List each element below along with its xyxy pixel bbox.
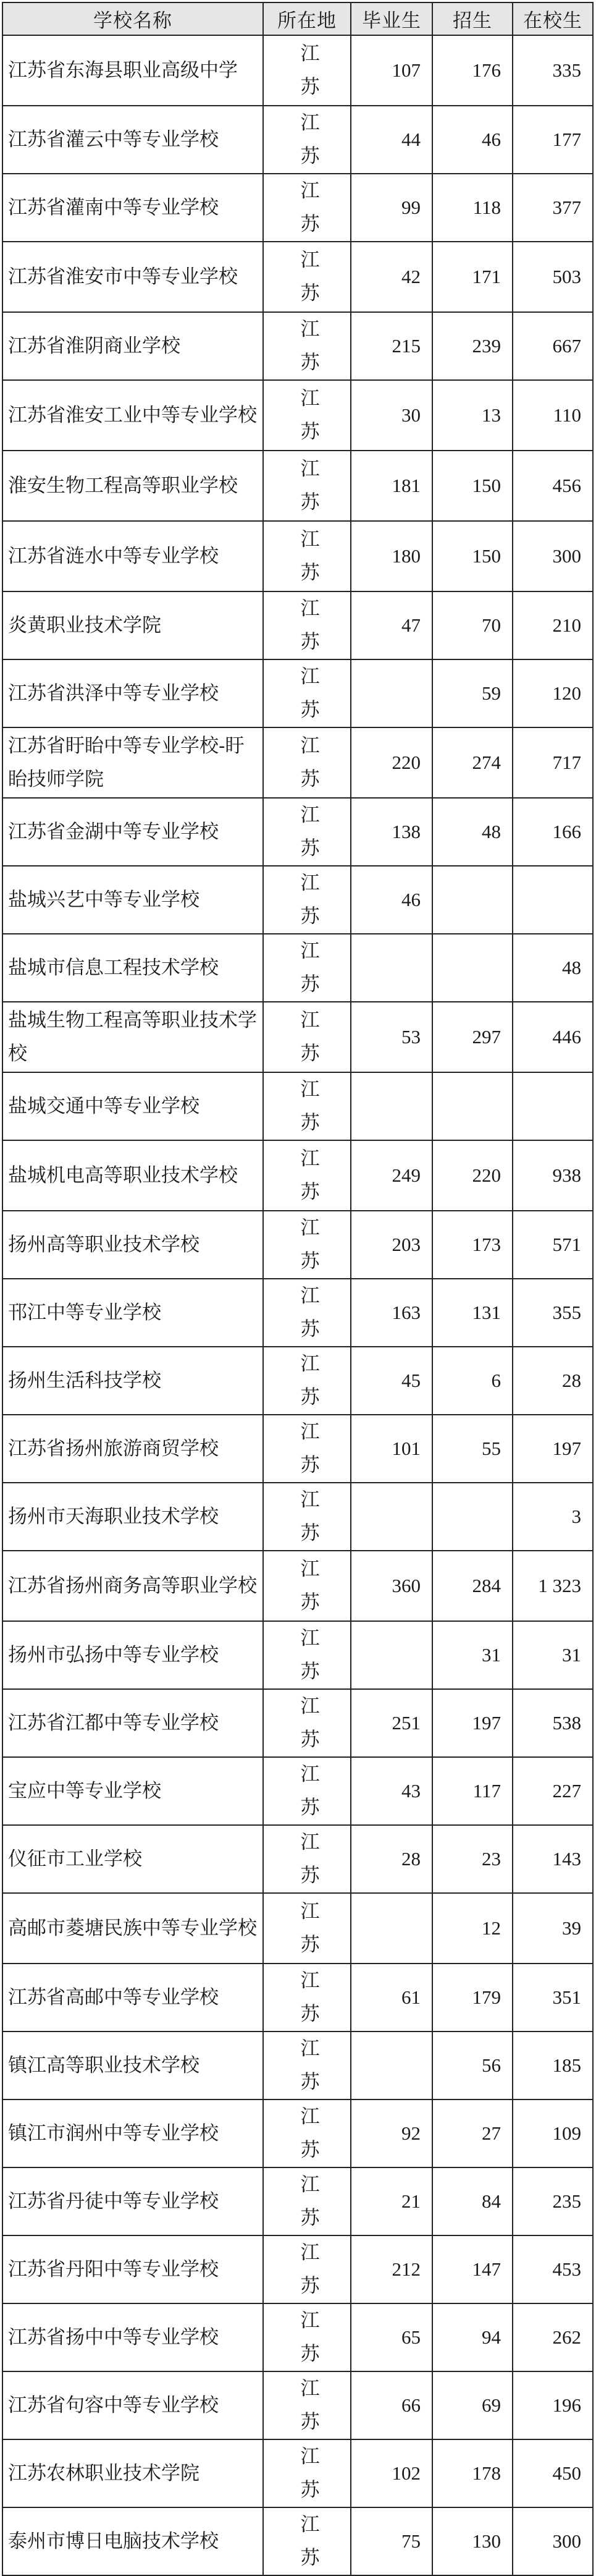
graduates-cell: 65 (351, 2303, 432, 2371)
table-row (2, 1347, 593, 1415)
location-cell: 江苏 (263, 798, 351, 866)
enrollment-cell: 147 (432, 2235, 513, 2303)
table-row (2, 1689, 593, 1757)
graduates-cell: 44 (351, 106, 432, 174)
current-students-cell: 177 (513, 106, 593, 174)
table-row (2, 174, 593, 242)
school-name-cell: 江苏省扬州商务高等职业学校 (2, 1551, 263, 1621)
graduates-cell: 66 (351, 2371, 432, 2439)
current-students-cell: 667 (513, 312, 593, 380)
current-students-cell: 185 (513, 2032, 593, 2099)
enrollment-cell: 46 (432, 106, 513, 174)
location-cell: 江苏 (263, 591, 351, 659)
enrollment-cell: 31 (432, 1621, 513, 1689)
school-name-cell: 江苏省金湖中等专业学校 (2, 798, 263, 866)
location-cell: 江苏 (263, 1551, 351, 1621)
location-cell: 江苏 (263, 2507, 351, 2575)
current-students-cell: 48 (513, 934, 593, 1002)
table-row (2, 451, 593, 521)
enrollment-cell: 178 (432, 2439, 513, 2507)
location-cell: 江苏 (263, 2371, 351, 2439)
current-students-cell: 1 323 (513, 1551, 593, 1621)
enrollment-cell: 179 (432, 1964, 513, 2032)
current-students-cell: 538 (513, 1689, 593, 1757)
table-row (2, 1483, 593, 1551)
current-students-cell: 235 (513, 2167, 593, 2235)
school-name-cell: 江苏省丹徒中等专业学校 (2, 2167, 263, 2235)
graduates-cell: 75 (351, 2507, 432, 2575)
enrollment-cell: 173 (432, 1211, 513, 1279)
current-students-cell: 503 (513, 242, 593, 312)
location-cell: 江苏 (263, 1964, 351, 2032)
enrollment-cell: 55 (432, 1415, 513, 1483)
enrollment-cell: 117 (432, 1757, 513, 1825)
school-table (2, 2, 594, 2576)
school-name-cell: 高邮市菱塘民族中等专业学校 (2, 1893, 263, 1964)
table-row (2, 1279, 593, 1347)
graduates-cell (351, 2032, 432, 2099)
header-enrollment: 招生 (432, 2, 513, 35)
location-cell: 江苏 (263, 2235, 351, 2303)
location-cell: 江苏 (263, 380, 351, 451)
enrollment-cell (432, 1072, 513, 1140)
current-students-cell: 453 (513, 2235, 593, 2303)
location-cell: 江苏 (263, 934, 351, 1002)
enrollment-cell (432, 1483, 513, 1551)
graduates-cell: 220 (351, 727, 432, 798)
graduates-cell: 249 (351, 1140, 432, 1211)
enrollment-cell: 59 (432, 659, 513, 727)
enrollment-cell: 48 (432, 798, 513, 866)
graduates-cell: 212 (351, 2235, 432, 2303)
enrollment-cell: 84 (432, 2167, 513, 2235)
enrollment-cell: 220 (432, 1140, 513, 1211)
graduates-cell: 360 (351, 1551, 432, 1621)
location-cell: 江苏 (263, 2439, 351, 2507)
enrollment-cell: 176 (432, 35, 513, 106)
enrollment-cell: 56 (432, 2032, 513, 2099)
school-name-cell: 盐城兴艺中等专业学校 (2, 866, 263, 934)
graduates-cell: 101 (351, 1415, 432, 1483)
graduates-cell: 30 (351, 380, 432, 451)
school-name-cell: 江苏省丹阳中等专业学校 (2, 2235, 263, 2303)
location-cell: 江苏 (263, 174, 351, 242)
current-students-cell: 28 (513, 1347, 593, 1415)
current-students-cell: 227 (513, 1757, 593, 1825)
current-students-cell: 31 (513, 1621, 593, 1689)
location-cell: 江苏 (263, 727, 351, 798)
enrollment-cell: 284 (432, 1551, 513, 1621)
enrollment-cell: 171 (432, 242, 513, 312)
enrollment-cell: 131 (432, 1279, 513, 1347)
table-row (2, 1825, 593, 1893)
school-name-cell: 江苏省东海县职业高级中学 (2, 35, 263, 106)
table-row (2, 242, 593, 312)
location-cell: 江苏 (263, 659, 351, 727)
table-row (2, 1551, 593, 1621)
current-students-cell: 210 (513, 591, 593, 659)
table-row (2, 2235, 593, 2303)
current-students-cell: 143 (513, 1825, 593, 1893)
header-current-students: 在校生 (513, 2, 593, 35)
current-students-cell: 110 (513, 380, 593, 451)
current-students-cell: 120 (513, 659, 593, 727)
graduates-cell: 28 (351, 1825, 432, 1893)
current-students-cell: 262 (513, 2303, 593, 2371)
table-row (2, 2371, 593, 2439)
table-row (2, 1002, 593, 1072)
current-students-cell: 197 (513, 1415, 593, 1483)
enrollment-cell: 150 (432, 451, 513, 521)
location-cell: 江苏 (263, 312, 351, 380)
graduates-cell: 180 (351, 521, 432, 591)
school-name-cell: 扬州市天海职业技术学校 (2, 1483, 263, 1551)
school-name-cell: 江苏省高邮中等专业学校 (2, 1964, 263, 2032)
location-cell: 江苏 (263, 35, 351, 106)
current-students-cell: 39 (513, 1893, 593, 1964)
school-name-cell: 江苏省盱眙中等专业学校-盱眙技师学院 (2, 727, 263, 798)
graduates-cell: 181 (351, 451, 432, 521)
table-row (2, 1140, 593, 1211)
current-students-cell: 3 (513, 1483, 593, 1551)
current-students-cell (513, 1072, 593, 1140)
location-cell: 江苏 (263, 2099, 351, 2167)
school-name-cell: 盐城生物工程高等职业技术学校 (2, 1002, 263, 1072)
location-cell: 江苏 (263, 1825, 351, 1893)
graduates-cell: 61 (351, 1964, 432, 2032)
location-cell: 江苏 (263, 451, 351, 521)
table-row (2, 1072, 593, 1140)
graduates-cell: 203 (351, 1211, 432, 1279)
current-students-cell: 335 (513, 35, 593, 106)
table-row (2, 2439, 593, 2507)
location-cell: 江苏 (263, 2167, 351, 2235)
graduates-cell: 53 (351, 1002, 432, 1072)
table-row (2, 591, 593, 659)
school-name-cell: 盐城交通中等专业学校 (2, 1072, 263, 1140)
graduates-cell (351, 1621, 432, 1689)
location-cell: 江苏 (263, 521, 351, 591)
current-students-cell: 938 (513, 1140, 593, 1211)
location-cell: 江苏 (263, 866, 351, 934)
enrollment-cell: 130 (432, 2507, 513, 2575)
graduates-cell: 92 (351, 2099, 432, 2167)
school-name-cell: 镇江市润州中等专业学校 (2, 2099, 263, 2167)
current-students-cell: 456 (513, 451, 593, 521)
table-row (2, 106, 593, 174)
table-row (2, 1415, 593, 1483)
header-row (2, 2, 593, 35)
school-name-cell: 江苏农林职业技术学院 (2, 2439, 263, 2507)
location-cell: 江苏 (263, 1279, 351, 1347)
school-name-cell: 江苏省淮阴商业学校 (2, 312, 263, 380)
enrollment-cell: 297 (432, 1002, 513, 1072)
graduates-cell: 251 (351, 1689, 432, 1757)
table-row (2, 659, 593, 727)
table-row (2, 2167, 593, 2235)
graduates-cell: 99 (351, 174, 432, 242)
table-row (2, 2507, 593, 2575)
graduates-cell: 43 (351, 1757, 432, 1825)
graduates-cell (351, 1072, 432, 1140)
school-name-cell: 江苏省涟水中等专业学校 (2, 521, 263, 591)
graduates-cell: 47 (351, 591, 432, 659)
table-row (2, 727, 593, 798)
current-students-cell: 109 (513, 2099, 593, 2167)
school-name-cell: 淮安生物工程高等职业学校 (2, 451, 263, 521)
enrollment-cell: 118 (432, 174, 513, 242)
current-students-cell: 300 (513, 2507, 593, 2575)
location-cell: 江苏 (263, 1072, 351, 1140)
enrollment-cell: 13 (432, 380, 513, 451)
school-name-cell: 泰州市博日电脑技术学校 (2, 2507, 263, 2575)
table-row (2, 1211, 593, 1279)
school-name-cell: 盐城机电高等职业技术学校 (2, 1140, 263, 1211)
school-name-cell: 江苏省扬中中等专业学校 (2, 2303, 263, 2371)
current-students-cell: 450 (513, 2439, 593, 2507)
graduates-cell: 163 (351, 1279, 432, 1347)
location-cell: 江苏 (263, 2032, 351, 2099)
table-row (2, 312, 593, 380)
table-row (2, 934, 593, 1002)
table-row (2, 35, 593, 106)
enrollment-cell: 6 (432, 1347, 513, 1415)
school-name-cell: 宝应中等专业学校 (2, 1757, 263, 1825)
enrollment-cell: 150 (432, 521, 513, 591)
graduates-cell (351, 1893, 432, 1964)
location-cell: 江苏 (263, 242, 351, 312)
school-name-cell: 扬州高等职业技术学校 (2, 1211, 263, 1279)
current-students-cell: 300 (513, 521, 593, 591)
enrollment-cell: 94 (432, 2303, 513, 2371)
current-students-cell: 717 (513, 727, 593, 798)
graduates-cell (351, 934, 432, 1002)
table-header (2, 2, 593, 35)
table-row (2, 1893, 593, 1964)
location-cell: 江苏 (263, 1621, 351, 1689)
graduates-cell (351, 659, 432, 727)
current-students-cell: 446 (513, 1002, 593, 1072)
school-name-cell: 江苏省句容中等专业学校 (2, 2371, 263, 2439)
enrollment-cell: 27 (432, 2099, 513, 2167)
header-location: 所在地 (263, 2, 351, 35)
school-name-cell: 炎黄职业技术学院 (2, 591, 263, 659)
current-students-cell: 166 (513, 798, 593, 866)
school-name-cell: 江苏省江都中等专业学校 (2, 1689, 263, 1757)
enrollment-cell: 69 (432, 2371, 513, 2439)
header-graduates: 毕业生 (351, 2, 432, 35)
enrollment-cell: 197 (432, 1689, 513, 1757)
location-cell: 江苏 (263, 1347, 351, 1415)
current-students-cell (513, 866, 593, 934)
graduates-cell (351, 1483, 432, 1551)
graduates-cell: 46 (351, 866, 432, 934)
school-name-cell: 仪征市工业学校 (2, 1825, 263, 1893)
school-name-cell: 扬州生活科技学校 (2, 1347, 263, 1415)
graduates-cell: 21 (351, 2167, 432, 2235)
table-row (2, 521, 593, 591)
graduates-cell: 215 (351, 312, 432, 380)
enrollment-cell: 70 (432, 591, 513, 659)
school-name-cell: 江苏省扬州旅游商贸学校 (2, 1415, 263, 1483)
table-row (2, 2303, 593, 2371)
enrollment-cell: 274 (432, 727, 513, 798)
table-row (2, 2032, 593, 2099)
enrollment-cell: 23 (432, 1825, 513, 1893)
school-name-cell: 江苏省灌云中等专业学校 (2, 106, 263, 174)
enrollment-cell (432, 934, 513, 1002)
table-row (2, 798, 593, 866)
table-row (2, 866, 593, 934)
location-cell: 江苏 (263, 1140, 351, 1211)
location-cell: 江苏 (263, 1211, 351, 1279)
table-body (2, 35, 593, 2575)
graduates-cell: 107 (351, 35, 432, 106)
school-name-cell: 邗江中等专业学校 (2, 1279, 263, 1347)
enrollment-cell (432, 866, 513, 934)
table-row (2, 1621, 593, 1689)
table-row (2, 1757, 593, 1825)
school-name-cell: 江苏省淮安市中等专业学校 (2, 242, 263, 312)
table-row (2, 2099, 593, 2167)
location-cell: 江苏 (263, 1483, 351, 1551)
current-students-cell: 196 (513, 2371, 593, 2439)
current-students-cell: 351 (513, 1964, 593, 2032)
header-school-name: 学校名称 (2, 2, 263, 35)
location-cell: 江苏 (263, 1757, 351, 1825)
graduates-cell: 45 (351, 1347, 432, 1415)
location-cell: 江苏 (263, 1893, 351, 1964)
school-name-cell: 盐城市信息工程技术学校 (2, 934, 263, 1002)
school-name-cell: 江苏省灌南中等专业学校 (2, 174, 263, 242)
current-students-cell: 377 (513, 174, 593, 242)
school-name-cell: 扬州市弘扬中等专业学校 (2, 1621, 263, 1689)
table-row (2, 1964, 593, 2032)
school-name-cell: 江苏省洪泽中等专业学校 (2, 659, 263, 727)
current-students-cell: 571 (513, 1211, 593, 1279)
table-row (2, 380, 593, 451)
graduates-cell: 102 (351, 2439, 432, 2507)
school-name-cell: 江苏省淮安工业中等专业学校 (2, 380, 263, 451)
location-cell: 江苏 (263, 1415, 351, 1483)
school-name-cell: 镇江高等职业技术学校 (2, 2032, 263, 2099)
location-cell: 江苏 (263, 2303, 351, 2371)
graduates-cell: 138 (351, 798, 432, 866)
graduates-cell: 42 (351, 242, 432, 312)
enrollment-cell: 12 (432, 1893, 513, 1964)
location-cell: 江苏 (263, 1689, 351, 1757)
location-cell: 江苏 (263, 106, 351, 174)
location-cell: 江苏 (263, 1002, 351, 1072)
enrollment-cell: 239 (432, 312, 513, 380)
current-students-cell: 355 (513, 1279, 593, 1347)
